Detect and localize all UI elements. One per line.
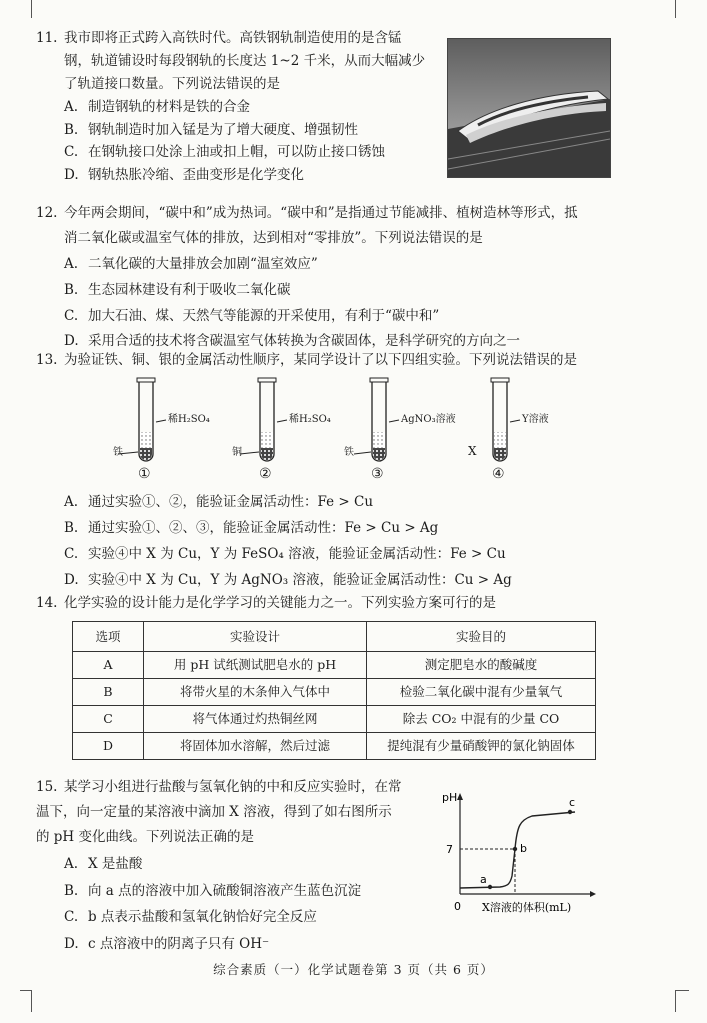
point-c-label: c xyxy=(569,796,576,809)
question-13-options xyxy=(36,494,667,589)
option-b: B. 生态园林建设有利于吸收二氧化碳 xyxy=(64,281,291,298)
table-row: D 将固体加水溶解，然后过滤 提纯混有少量硝酸钾的氯化钠固体 xyxy=(73,733,596,760)
origin-label: 0 xyxy=(454,900,461,913)
crop-mark xyxy=(675,990,689,991)
tube-1-solution-label: 稀H₂SO₄ xyxy=(168,414,210,425)
question-11: 11. 我市即将正式跨入高铁时代。高铁钢轨制造使用的是含锰 钢，轨道铺设时每段钢轨的长度达 1~2 千米，从而大幅减少 了轨道接口数量。下列说法错误的是 A. 制造钢轨的材料是铁的合金 B. 钢轨制造时加入锰是为了增大硬度、增强韧性 C. 在钢轨接口处涂上油或扣上帽，可以防止接口锈蚀 D. 钢轨热胀冷缩、歪曲变形是化学变化 xyxy=(36,30,437,184)
question-15-stem: 15. 某学习小组进行盐酸与氢氧化钠的中和反应实验时，在常 xyxy=(36,779,402,795)
header-purpose: 实验目的 xyxy=(367,622,596,652)
experiment-table xyxy=(72,621,596,760)
option-a: A. 二氧化碳的大量排放会加剧“温室效应” xyxy=(64,255,318,272)
table-header xyxy=(73,622,596,652)
question-12-stem: 12. 今年两会期间，“碳中和”成为热词。“碳中和”是指通过节能减排、植树造林等形式，抵 xyxy=(36,205,578,221)
ph-curve xyxy=(460,812,575,888)
option-c: C. 在钢轨接口处涂上油或扣上帽，可以防止接口锈蚀 xyxy=(64,144,385,161)
x-axis-label: X溶液的体积(mL) xyxy=(482,901,572,914)
high-speed-train-photo xyxy=(447,38,611,178)
point-a xyxy=(488,885,492,889)
option-c: C. b 点表示盐酸和氢氧化钠恰好完全反应 xyxy=(64,909,317,926)
option-c: C. 加大石油、煤、天然气等能源的开采使用，有利于“碳中和” xyxy=(64,307,440,324)
option-b: B. 钢轨制造时加入锰是为了增大硬度、增强韧性 xyxy=(64,121,358,138)
question-12: 12. 今年两会期间，“碳中和”成为热词。“碳中和”是指通过节能减排、植树造林等形式，抵 消二氧化碳或温室气体的排放，达到相对“零排放”。下列说法错误的是 A. 二氧化碳的大量排放会加剧“温室效应” B. 生态园林建设有利于吸收二氧化碳 C. 加大石油、煤、天然气等能源的开采使用，有利于“碳中和” D. 采用合适的技术将含碳温室气体转换为含碳固体，是科学研究的方向之一 xyxy=(36,205,667,350)
question-14-stem: 14. 化学实验的设计能力是化学学习的关键能力之一。下列实验方案可行的是 xyxy=(36,595,496,611)
ph7-label: 7 xyxy=(446,843,453,856)
y-axis-arrow xyxy=(457,793,463,800)
option-a: A. 通过实验①、②，能验证金属活动性：Fe > Cu xyxy=(64,494,374,510)
train-illustration xyxy=(448,39,610,177)
option-d: D. c 点溶液中的阴离子只有 OH⁻ xyxy=(64,936,270,953)
tube-1-mark: ① xyxy=(138,466,151,482)
question-15: 15. 某学习小组进行盐酸与氢氧化钠的中和反应实验时，在常 温下，向一定量的某溶液中滴加 X 溶液，得到了如右图所示 的 pH 变化曲线。下列说法正确的是 A. X 是盐酸 B. 向 a 点的溶液中加入硫酸铜溶液产生蓝色沉淀 C. b 点表示盐酸和氢氧化钠恰好完全反应 D. c 点溶液中的阴离子只有 OH⁻ xyxy=(36,779,437,953)
question-11-stem: 11. 我市即将正式跨入高铁时代。高铁钢轨制造使用的是含锰 xyxy=(36,30,402,46)
point-a-label: a xyxy=(480,873,487,886)
tube-4-mark: ④ xyxy=(492,466,505,482)
option-b: B. 向 a 点的溶液中加入硫酸铜溶液产生蓝色沉淀 xyxy=(64,882,362,899)
header-design: 实验设计 xyxy=(144,622,367,652)
tube-3-solution-label: AgNO₃溶液 xyxy=(401,414,456,425)
option-b: B. 通过实验①、②、③，能验证金属活动性：Fe > Cu > Ag xyxy=(64,519,439,536)
tube-3 xyxy=(354,378,399,461)
x-axis-arrow xyxy=(590,891,596,897)
table-row: A 用 pH 试纸测试肥皂水的 pH 测定肥皂水的酸碱度 xyxy=(73,652,596,679)
option-d: D. 实验④中 X 为 Cu，Y 为 AgNO₃ 溶液，能验证金属活动性：Cu > Ag xyxy=(64,571,512,588)
tube-4-solution-label: Y溶液 xyxy=(522,414,549,425)
option-a: A. X 是盐酸 xyxy=(64,855,143,872)
tube-3-metal-label: 铁 xyxy=(344,447,354,458)
question-14 xyxy=(36,595,667,612)
tube-1 xyxy=(118,378,166,461)
option-d: D. 采用合适的技术将含碳温室气体转换为含碳固体，是科学研究的方向之一 xyxy=(64,333,520,350)
y-axis-label: pH xyxy=(442,791,458,804)
question-13-stem: 13. 为验证铁、铜、银的金属活动性顺序，某同学设计了以下四组实验。下列说法错误的是 xyxy=(36,352,577,368)
ph-curve-graph xyxy=(440,784,600,924)
tube-3-mark: ③ xyxy=(371,466,384,482)
crop-mark xyxy=(31,990,32,1012)
tube-1-metal-label: 铁 xyxy=(113,447,123,458)
option-d: D. 钢轨热胀冷缩、歪曲变形是化学变化 xyxy=(64,167,304,184)
tube-2-mark: ② xyxy=(259,466,272,482)
table-row: C 将气体通过灼热铜丝网 除去 CO₂ 中混有的少量 CO xyxy=(73,706,596,733)
point-b xyxy=(513,847,517,851)
tube-2 xyxy=(240,378,287,461)
crop-mark xyxy=(31,0,32,18)
page-footer: 综合素质（一）化学试题卷第 3 页（共 6 页） xyxy=(213,962,494,977)
point-c xyxy=(568,810,572,814)
point-b-label: b xyxy=(520,842,527,855)
table-row: B 将带火星的木条伸入气体中 检验二氧化碳中混有少量氧气 xyxy=(73,679,596,706)
tube-4 xyxy=(491,378,520,461)
crop-mark xyxy=(675,990,676,1012)
option-a: A. 制造钢轨的材料是铁的合金 xyxy=(64,98,250,115)
tube-2-metal-label: 铜 xyxy=(232,447,242,458)
crop-mark xyxy=(675,0,676,18)
crop-mark xyxy=(20,990,32,991)
tube-2-solution-label: 稀H₂SO₄ xyxy=(289,414,331,425)
test-tube-diagram xyxy=(100,374,580,486)
header-option: 选项 xyxy=(73,622,144,652)
tube-4-metal-label: X xyxy=(468,444,477,458)
option-c: C. 实验④中 X 为 Cu，Y 为 FeSO₄ 溶液，能验证金属活动性：Fe > Cu xyxy=(64,545,506,562)
question-13 xyxy=(36,352,667,369)
